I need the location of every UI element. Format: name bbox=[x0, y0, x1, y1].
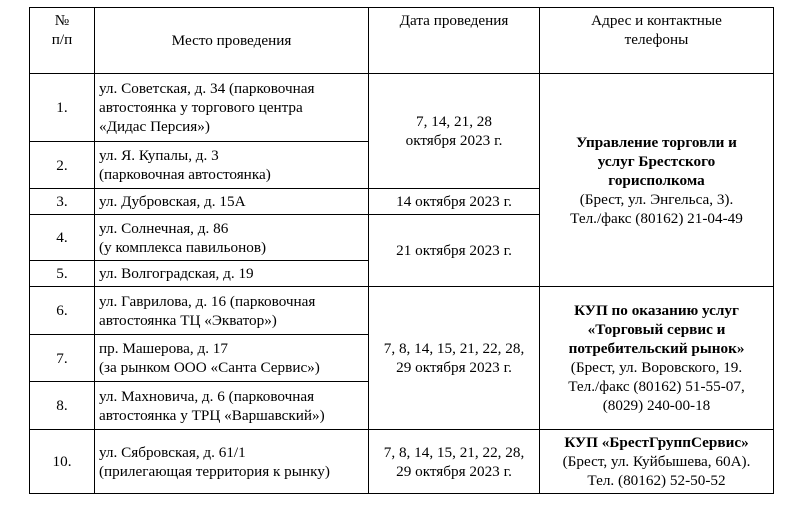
row-place bbox=[95, 74, 369, 142]
row-place bbox=[95, 261, 369, 287]
place-line: пр. Машерова, д. 17 bbox=[99, 340, 228, 357]
row-number: 7. bbox=[30, 335, 95, 382]
row-place bbox=[95, 287, 369, 335]
organization-name: КУП «БрестГруппСервис» bbox=[564, 434, 749, 451]
date-line: октября 2023 г. bbox=[405, 132, 503, 149]
place-line: ул. Я. Купалы, д. 3 bbox=[99, 147, 219, 164]
place-line: ул. Советская, д. 34 (парковочная bbox=[99, 80, 315, 97]
row-place bbox=[95, 382, 369, 430]
place-line: ул. Волгоградская, д. 19 bbox=[99, 265, 254, 282]
row-date bbox=[369, 74, 540, 189]
date-line: 29 октября 2023 г. bbox=[396, 359, 512, 376]
contact-phone: Тел. (80162) 52-50-52 bbox=[587, 472, 726, 489]
place-line: ул. Дубровская, д. 15А bbox=[99, 193, 246, 210]
row-date bbox=[369, 215, 540, 287]
row-place bbox=[95, 335, 369, 382]
place-line: (за рынком ООО «Санта Сервис») bbox=[99, 359, 320, 376]
row-number: 10. bbox=[30, 430, 95, 494]
row-number: 6. bbox=[30, 287, 95, 335]
row-address bbox=[540, 74, 774, 287]
row-number: 4. bbox=[30, 215, 95, 261]
address-details: (Брест, ул. Энгельса, 3). bbox=[579, 190, 734, 208]
place-line: «Дидас Персия») bbox=[99, 118, 210, 135]
row-address bbox=[540, 430, 774, 494]
row-date bbox=[369, 287, 540, 430]
row-number: 1. bbox=[30, 74, 95, 142]
organization-name: «Торговый сервис и bbox=[587, 321, 726, 338]
row-number: 5. bbox=[30, 261, 95, 287]
row-number: 2. bbox=[30, 142, 95, 189]
contact-phone: (8029) 240-00-18 bbox=[602, 397, 711, 414]
organization-name: Управление торговли и bbox=[576, 133, 737, 151]
place-line: (прилегающая территория к рынку) bbox=[99, 462, 330, 480]
place-line: автостоянка ТЦ «Экватор») bbox=[99, 311, 277, 329]
header-number-line: № bbox=[54, 12, 70, 29]
place-line: ул. Махновича, д. 6 (парковочная bbox=[99, 387, 315, 405]
place-line: ул. Солнечная, д. 86 bbox=[99, 219, 229, 237]
organization-name: КУП по оказанию услуг bbox=[574, 302, 739, 319]
organization-name: потребительский рынок» bbox=[568, 340, 745, 357]
header-address-line: Адрес и контактные bbox=[591, 12, 722, 29]
row-address bbox=[540, 287, 774, 430]
organization-name: горисполкома bbox=[608, 171, 705, 189]
table-row bbox=[30, 287, 774, 335]
date-line: 7, 8, 14, 15, 21, 22, 28, bbox=[383, 443, 525, 461]
date-line: 7, 8, 14, 15, 21, 22, 28, bbox=[383, 340, 525, 357]
place-line: ул. Гаврилова, д. 16 (парковочная bbox=[99, 292, 316, 310]
row-date bbox=[369, 189, 540, 215]
row-number: 8. bbox=[30, 382, 95, 430]
date-line: 14 октября 2023 г. bbox=[396, 193, 512, 210]
place-line: автостоянка у торгового центра bbox=[99, 99, 303, 116]
table-row bbox=[30, 74, 774, 142]
row-date bbox=[369, 430, 540, 494]
header-date bbox=[369, 8, 540, 74]
header-address-line: телефоны bbox=[624, 31, 689, 48]
table-row bbox=[30, 430, 774, 494]
row-place bbox=[95, 215, 369, 261]
contact-phone: Тел./факс (80162) 21-04-49 bbox=[570, 209, 743, 227]
place-line: автостоянка у ТРЦ «Варшавский») bbox=[99, 406, 325, 424]
address-details: (Брест, ул. Воровского, 19. bbox=[570, 359, 743, 376]
date-line: 21 октября 2023 г. bbox=[396, 242, 512, 259]
place-line: (парковочная автостоянка) bbox=[99, 166, 271, 183]
place-line: (у комплекса павильонов) bbox=[99, 238, 267, 256]
date-line: 29 октября 2023 г. bbox=[396, 462, 512, 480]
header-number-line: п/п bbox=[51, 31, 73, 48]
row-place bbox=[95, 189, 369, 215]
header-address bbox=[540, 8, 774, 74]
row-place bbox=[95, 142, 369, 189]
header-place-label: Место проведения bbox=[171, 32, 292, 49]
header-number bbox=[30, 8, 95, 74]
contact-phone: Тел./факс (80162) 51-55-07, bbox=[568, 378, 745, 395]
organization-name: услуг Брестского bbox=[597, 152, 716, 170]
table-header-row bbox=[30, 8, 774, 74]
row-number: 3. bbox=[30, 189, 95, 215]
address-details: (Брест, ул. Куйбышева, 60А). bbox=[562, 453, 751, 470]
header-date-label: Дата проведения bbox=[399, 12, 509, 29]
header-place bbox=[95, 8, 369, 74]
date-line: 7, 14, 21, 28 bbox=[416, 113, 492, 130]
place-line: ул. Сябровская, д. 61/1 bbox=[99, 443, 246, 461]
row-place bbox=[95, 430, 369, 494]
markets-schedule-table bbox=[29, 7, 774, 494]
